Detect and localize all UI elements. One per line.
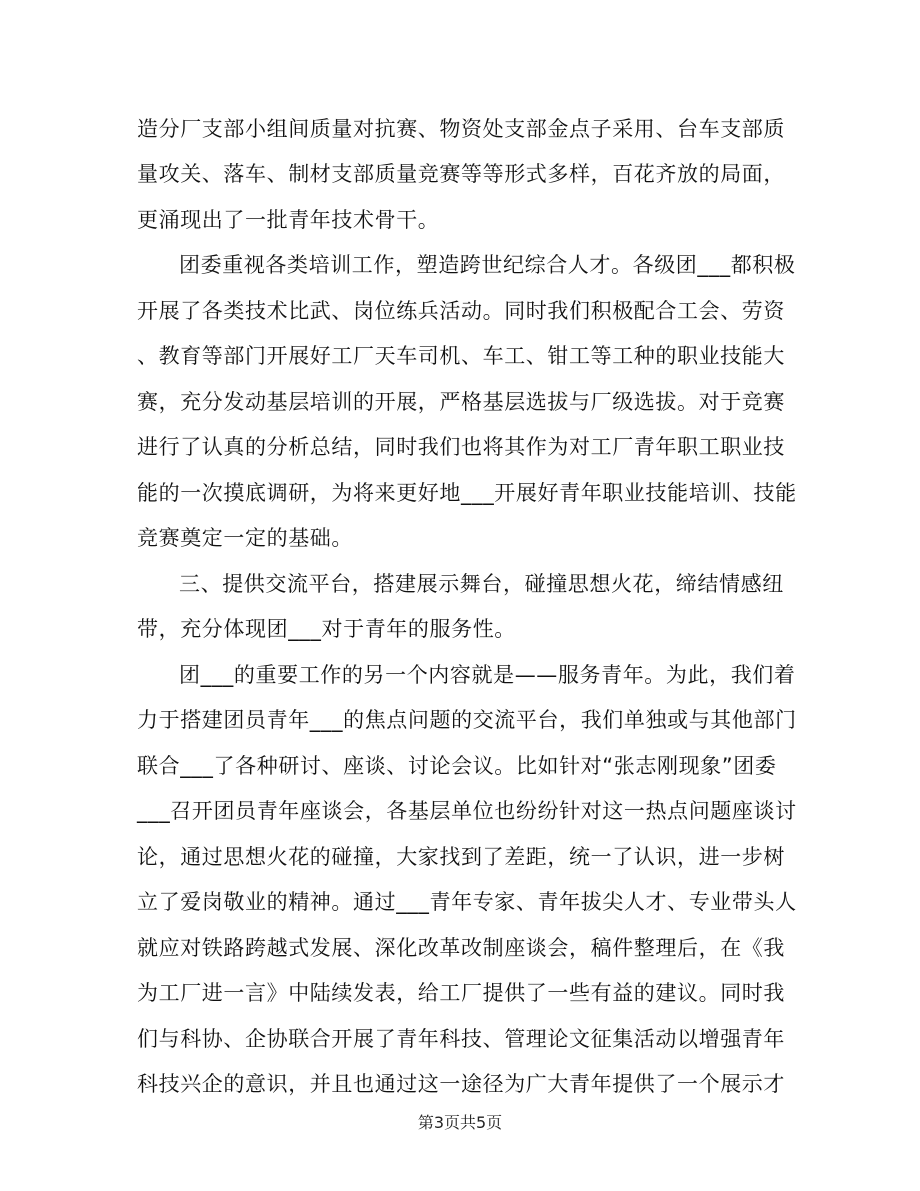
- text-line: 进行了认真的分析总结，同时我们也将其作为对工厂青年职工职业技: [137, 435, 785, 459]
- page-number: 第3页共5页: [417, 1113, 503, 1132]
- text-line: 赛，充分发动基层培训的开展，严格基层选拔与厂级选拔。对于竞赛: [137, 390, 785, 414]
- text-line: 就应对铁路跨越式发展、深化改革改制座谈会，稿件整理后，在《我: [137, 936, 785, 960]
- text-line: 团委重视各类培训工作，塑造跨世纪综合人才。各级团___都积极: [179, 253, 796, 277]
- text-line: 们与科协、企协联合开展了青年科技、管理论文征集活动以增强青年: [137, 1027, 785, 1051]
- text-line: 造分厂支部小组间质量对抗赛、物资处支部金点子采用、台车支部质: [137, 117, 785, 141]
- text-line: 团___的重要工作的另一个内容就是——服务青年。为此，我们着: [179, 663, 796, 687]
- section-heading-line: 三、提供交流平台，搭建展示舞台，碰撞思想火花，缔结情感纽: [179, 572, 784, 596]
- text-line: ___召开团员青年座谈会，各基层单位也纷纷针对这一热点问题座谈讨: [137, 799, 797, 823]
- text-line: 、教育等部门开展好工厂天车司机、车工、钳工等工种的职业技能大: [137, 344, 785, 368]
- text-line: 科技兴企的意识，并且也通过这一途径为广大青年提供了一个展示才: [137, 1072, 785, 1096]
- text-line: 立了爱岗敬业的精神。通过___青年专家、青年拔尖人才、专业带头人: [137, 890, 797, 914]
- text-line: 论，通过思想火花的碰撞，大家找到了差距，统一了认识，进一步树: [137, 845, 785, 869]
- text-line: 能的一次摸底调研，为将来更好地___开展好青年职业技能培训、技能: [137, 481, 797, 505]
- text-line: 竞赛奠定一定的基础。: [137, 526, 353, 550]
- text-line: 为工厂进一言》中陆续发表，给工厂提供了一些有益的建议。同时我: [137, 981, 785, 1005]
- text-line: 开展了各类技术比武、岗位练兵活动。同时我们积极配合工会、劳资: [137, 299, 785, 323]
- text-line: 量攻关、落车、制材支部质量竞赛等等形式多样，百花齐放的局面，: [137, 162, 785, 186]
- section-heading-line: 带，充分体现团___对于青年的服务性。: [137, 617, 516, 641]
- text-line: 更涌现出了一批青年技术骨干。: [137, 208, 440, 232]
- text-line: 力于搭建团员青年___的焦点问题的交流平台，我们单独或与其他部门: [137, 708, 797, 732]
- text-line: 联合___了各种研讨、座谈、讨论会议。比如针对“张志刚现象”团委: [137, 754, 777, 778]
